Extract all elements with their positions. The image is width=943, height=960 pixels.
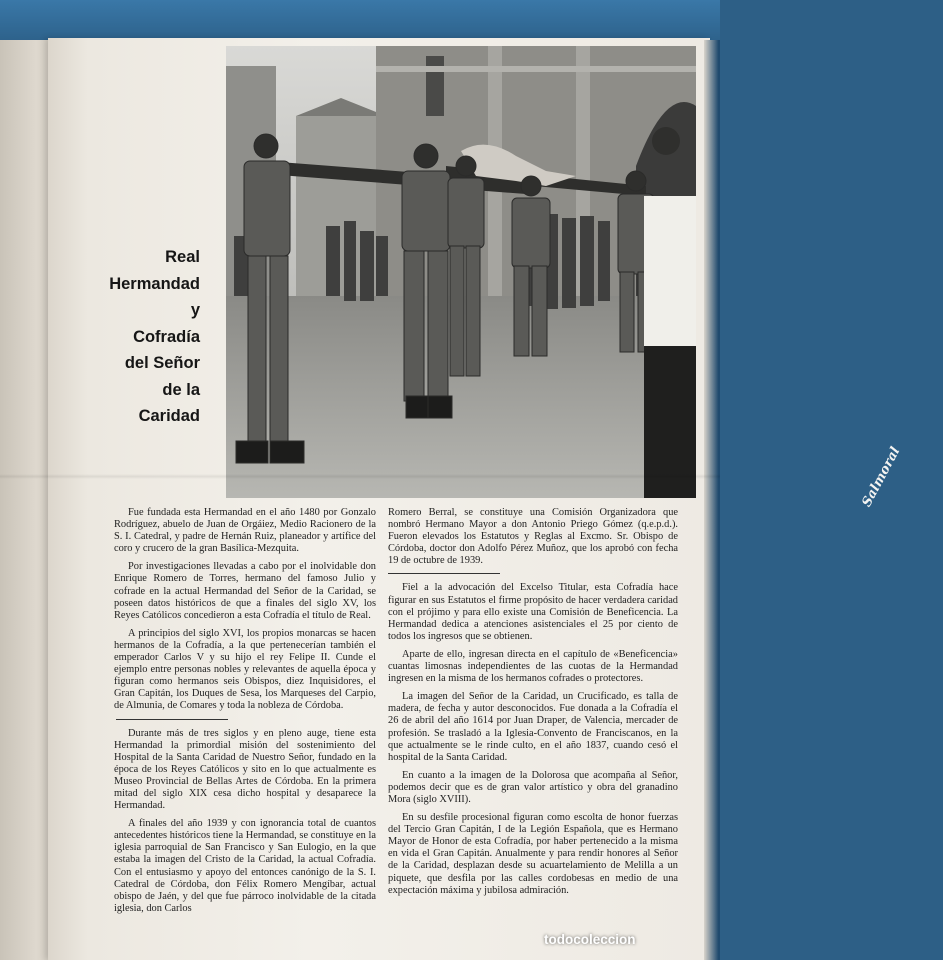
procession-photograph xyxy=(226,46,904,510)
title-line: Caridad xyxy=(138,407,200,425)
paragraph: La imagen del Señor de la Caridad, un Crucificado, es talla de madera, de fecha y autor desconocidos. Fue donada a la Cofradía el 26 de abril del año 1614 por Juan Draper, de Valencia, mercader de profesión. Se trasladó a la Iglesia-Convento de Franciscanos, en la que actualmente se le rinde culto, en el año 1837, cuando cesó el hospital de la Santa Caridad. xyxy=(388,691,678,763)
title-line: y xyxy=(190,301,200,319)
right-page-edge xyxy=(704,40,720,960)
title-line: Real xyxy=(165,248,200,266)
article-right-column xyxy=(388,507,678,903)
paragraph: A finales del año 1939 y con ignorancia total de cuantos antecedentes históricos tiene la Hermandad, se constituye en la iglesia parroquial de San Francisco y San Eulogio, en la que estaba la imagen del Cristo de la Caridad, la actual Cofradía. Con el entusiasmo y apoyo del entonces canónigo de la S. I. Catedral de Córdoba, don Félix Romero Mengíbar, actual obispo de Jaén, y del que fue párroco inolvidable de la citada iglesia, don Carlos xyxy=(114,818,376,914)
title-line: Hermandad xyxy=(109,274,200,293)
site-watermark: todocoleccion xyxy=(544,932,636,947)
paper-fold-crease xyxy=(0,474,720,479)
title-line: de la xyxy=(162,380,200,399)
section-divider xyxy=(116,719,228,720)
article-left-column xyxy=(114,507,376,921)
paragraph: Fue fundada esta Hermandad en el año 1480 por Gonzalo Rodríguez, abuelo de Juan de Orgáiez, Medio Racionero de la S. I. Catedral, y padre de Hernán Ruiz, planeador y artífice del coro y crucero de la gran Basílica-Mezquita. xyxy=(114,507,376,555)
photo-credit-signature: Salmoral xyxy=(859,444,904,510)
section-divider xyxy=(388,573,500,574)
paragraph: En su desfile procesional figuran como escolta de honor fuerzas del Tercio Gran Capitán, I de la Legión Española, que es Hermano Mayor de Honor de esta Cofradía, por haber pertenecido a la misma en vida el Gran Capitán. Anualmente y para rendir honores al Señor de la Caridad, desplazan desde su acuartelamiento de Melilla a un piquete, que desfila por las calles cordobesas en medio de una expectación máxima y jubilosa admiración. xyxy=(388,812,678,896)
paragraph: Por investigaciones llevadas a cabo por el inolvidable don Enrique Romero de Torres, hermano del famoso Julio y cofrade en la actual Hermandad del Señor de la Caridad, se poseen datos históricos de que a finales del siglo XV, los Reyes Católicos concedieron a esta Cofradía el título de Real. xyxy=(114,561,376,621)
photograph-icon xyxy=(226,46,696,498)
paragraph: Durante más de tres siglos y en pleno auge, tiene esta Hermandad la primordial misión del sostenimiento del Hospital de la Santa Caridad de Nuestro Señor, fundado en la época de los Reyes Católicos y sito en lo que actualmente es Museo Provincial de Bellas Artes de Córdoba. En la primera mitad del siglo XIX cesa dicho hospital y desaparece la Hermandad. xyxy=(114,727,376,812)
paragraph: Romero Berral, se constituye una Comisión Organizadora que nombró Hermano Mayor a don Antonio Priego Gómez (q.e.p.d.). Fueron elevados los Estatutos y Reglas al Excmo. Sr. Obispo de Córdoba, doctor don Adolfo Pérez Muñoz, que los aprobó con fecha 19 de octubre de 1939. xyxy=(388,507,678,567)
paragraph: En cuanto a la imagen de la Dolorosa que acompaña al Señor, podemos decir que es de gran valor artístico y obra del granadino Mora (siglo XVIII). xyxy=(388,769,678,805)
paragraph: Fiel a la advocación del Excelso Titular, esta Cofradía hace figurar en sus Estatutos el firme propósito de hacer verdadera caridad con el prójimo y para ello existe una Comisión de Beneficencia. La Hermandad dedica a atenciones asistenciales el 25 por ciento de todos los ingresos que se obtienen. xyxy=(388,582,678,642)
paragraph: Aparte de ello, ingresan directa en el capítulo de «Beneficencia» cuantas limosnas independientes de las cuotas de la Hermandad ingresen en la misma de los hermanos cofrades o protectores. xyxy=(388,648,678,685)
paragraph: A principios del siglo XVI, los propios monarcas se hacen hermanos de la Cofradía, a la que pertenecerían también el emperador Carlos V y su hijo el rey Felipe II. Cunde el ejemplo entre personas nobles y relevantes de aquella época y figuran como hermanos seis Obispos, diez Inquisidores, el Gran Capitán, los Duques de Sesa, los Marqueses del Carpio, de Almunia, de Comares y toda la nobleza de Córdoba. xyxy=(114,627,376,712)
title-line: del Señor xyxy=(124,354,200,372)
article-title xyxy=(96,244,200,430)
title-line: Cofradía xyxy=(133,327,200,346)
